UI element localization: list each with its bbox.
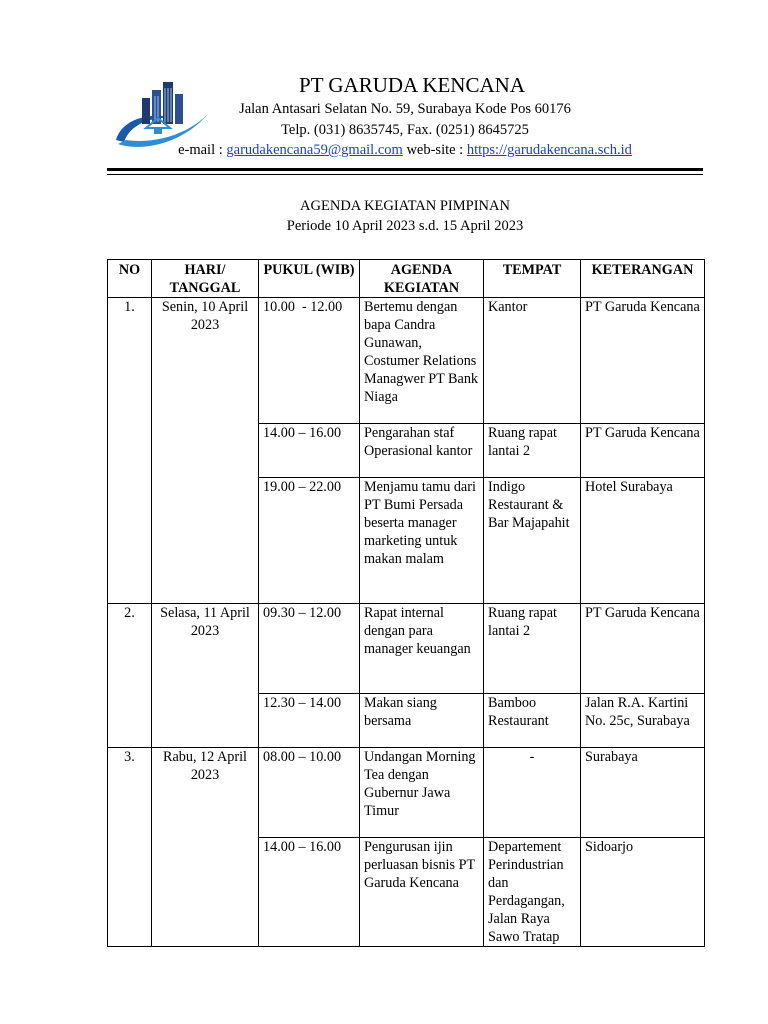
website-link[interactable]: https://garudakencana.sch.id	[466, 142, 632, 158]
row-note: PT Garuda Kencana	[581, 424, 705, 478]
row-agenda: Menjamu tamu dari PT Bumi Persada beserta manager marketing untuk makan malam	[360, 478, 484, 604]
header-place: TEMPAT	[484, 260, 581, 298]
company-name: PT GARUDA KENCANA	[299, 73, 525, 97]
header-rule-thin	[107, 174, 703, 175]
row-time: 10.00 - 12.00	[259, 298, 360, 424]
website-label: web-site :	[402, 142, 467, 158]
row-place: Departement Perindustrian dan Perdagangan, Jalan Raya Sawo Tratap	[484, 838, 581, 947]
header-rule-thick	[107, 168, 703, 171]
company-address: Jalan Antasari Selatan No. 59, Surabaya Kode Pos 60176	[239, 101, 571, 117]
header-note: KETERANGAN	[581, 260, 705, 298]
row-time: 14.00 – 16.00	[259, 838, 360, 947]
row-no: 2.	[108, 604, 152, 748]
row-place: -	[484, 748, 581, 838]
row-date: Selasa, 11 April 2023	[152, 604, 259, 748]
agenda-period: Periode 10 April 2023 s.d. 15 April 2023	[286, 218, 524, 234]
header-no: NO	[108, 260, 152, 298]
row-note: Jalan R.A. Kartini No. 25c, Surabaya	[581, 694, 705, 748]
row-note: Sidoarjo	[581, 838, 705, 947]
header-agenda: AGENDA KEGIATAN	[360, 260, 484, 298]
company-phone: Telp. (031) 8635745, Fax. (0251) 8645725	[281, 122, 529, 138]
row-date: Rabu, 12 April 2023	[152, 748, 259, 947]
row-note: PT Garuda Kencana	[581, 604, 705, 694]
agenda-title: AGENDA KEGIATAN PIMPINAN	[300, 198, 510, 214]
header-time: PUKUL (WIB)	[259, 260, 360, 298]
row-place: Bamboo Restaurant	[484, 694, 581, 748]
company-contact	[0, 142, 768, 159]
row-agenda: Makan siang bersama	[360, 694, 484, 748]
row-note: PT Garuda Kencana	[581, 298, 705, 424]
row-no: 1.	[108, 298, 152, 604]
email-label: e-mail :	[178, 142, 227, 158]
row-note: Surabaya	[581, 748, 705, 838]
row-place: Ruang rapat lantai 2	[484, 604, 581, 694]
row-time: 14.00 – 16.00	[259, 424, 360, 478]
row-time: 19.00 – 22.00	[259, 478, 360, 604]
row-time: 08.00 – 10.00	[259, 748, 360, 838]
row-date: Senin, 10 April 2023	[152, 298, 259, 604]
header-date: HARI/ TANGGAL	[152, 260, 259, 298]
table-row	[108, 748, 705, 838]
row-place: Kantor	[484, 298, 581, 424]
row-time: 09.30 – 12.00	[259, 604, 360, 694]
row-agenda: Undangan Morning Tea dengan Gubernur Jawa Timur	[360, 748, 484, 838]
table-row	[108, 298, 705, 424]
letterhead	[0, 0, 768, 180]
email-link[interactable]: garudakencana59@gmail.com	[226, 142, 403, 158]
table-header-row	[108, 260, 705, 298]
row-agenda: Pengurusan ijin perluasan bisnis PT Garuda Kencana	[360, 838, 484, 947]
row-agenda: Bertemu dengan bapa Candra Gunawan, Costumer Relations Managwer PT Bank Niaga	[360, 298, 484, 424]
row-place: Ruang rapat lantai 2	[484, 424, 581, 478]
row-note: Hotel Surabaya	[581, 478, 705, 604]
table-row	[108, 604, 705, 694]
agenda-table	[107, 259, 705, 947]
row-place: Indigo Restaurant & Bar Majapahit	[484, 478, 581, 604]
row-time: 12.30 – 14.00	[259, 694, 360, 748]
row-agenda: Rapat internal dengan para manager keuangan	[360, 604, 484, 694]
row-agenda: Pengarahan staf Operasional kantor	[360, 424, 484, 478]
row-no: 3.	[108, 748, 152, 947]
